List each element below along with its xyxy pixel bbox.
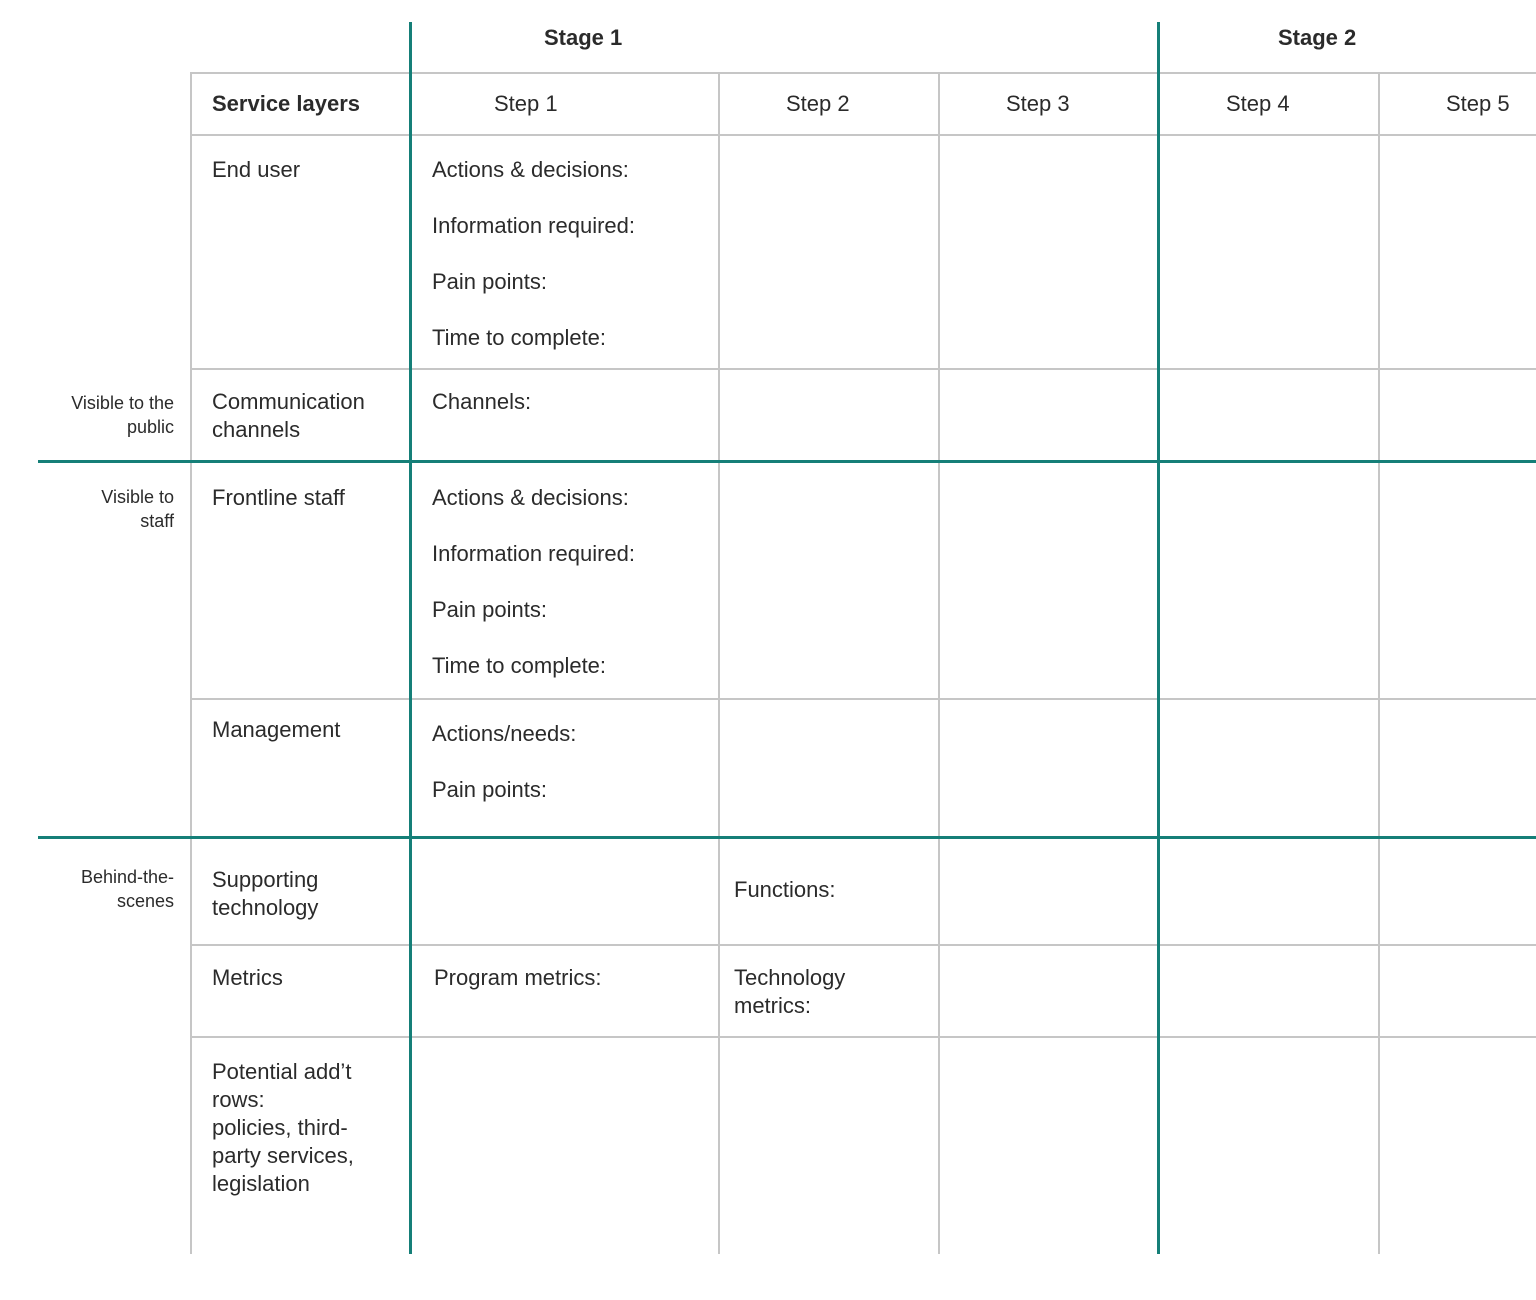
management-actions: Actions/needs: <box>432 721 577 746</box>
step-1-header: Step 1 <box>494 91 558 116</box>
row-label-frontline-staff: Frontline staff <box>212 485 345 510</box>
step-4-header: Step 4 <box>1226 91 1290 116</box>
technology-metrics: Technology metrics: <box>734 965 846 1018</box>
grid-line <box>190 368 1536 370</box>
grid-line <box>718 72 720 1254</box>
step-3-header: Step 3 <box>1006 91 1070 116</box>
visibility-divider-public <box>38 460 1536 463</box>
stage-divider <box>1157 22 1160 1254</box>
frontline-time: Time to complete: <box>432 653 607 678</box>
stage-2-title: Stage 2 <box>1278 25 1357 50</box>
step-2-header: Step 2 <box>786 91 850 116</box>
frontline-actions: Actions & decisions: <box>432 485 629 510</box>
stage-divider <box>409 22 412 1254</box>
grid-line <box>1378 72 1380 1254</box>
row-label-communication-channels: Communication channels <box>212 389 365 442</box>
end-user-information: Information required: <box>432 213 635 238</box>
row-label-metrics: Metrics <box>212 965 283 990</box>
end-user-time: Time to complete: <box>432 325 607 350</box>
row-label-management: Management <box>212 717 341 742</box>
row-label-end-user: End user <box>212 157 301 182</box>
visibility-divider-staff <box>38 836 1536 839</box>
end-user-pain-points: Pain points: <box>432 269 547 294</box>
side-label-public: Visible to the public <box>71 393 174 437</box>
row-label-potential-additional-rows: Potential add’t rows: policies, third- party services, legislation <box>212 1059 354 1196</box>
grid-line <box>190 134 1536 136</box>
grid-line <box>190 72 192 1254</box>
grid-line <box>190 698 1536 700</box>
grid-line <box>190 72 1536 74</box>
side-label-staff: Visible to staff <box>101 487 174 531</box>
row-label-supporting-technology: Supporting technology <box>212 867 319 920</box>
step-5-header: Step 5 <box>1446 91 1510 116</box>
communication-channels-cell: Channels: <box>432 389 532 414</box>
side-label-behind-the-scenes: Behind-the- scenes <box>80 867 174 911</box>
management-pain-points: Pain points: <box>432 777 547 802</box>
frontline-pain-points: Pain points: <box>432 597 547 622</box>
grid-line <box>938 72 940 1254</box>
grid-line <box>190 1036 1536 1038</box>
program-metrics: Program metrics: <box>434 965 602 990</box>
service-layers-header: Service layers <box>212 91 361 116</box>
frontline-information: Information required: <box>432 541 635 566</box>
end-user-actions: Actions & decisions: <box>432 157 629 182</box>
stage-1-title: Stage 1 <box>544 25 623 50</box>
grid-line <box>190 944 1536 946</box>
technology-functions: Functions: <box>734 877 836 902</box>
